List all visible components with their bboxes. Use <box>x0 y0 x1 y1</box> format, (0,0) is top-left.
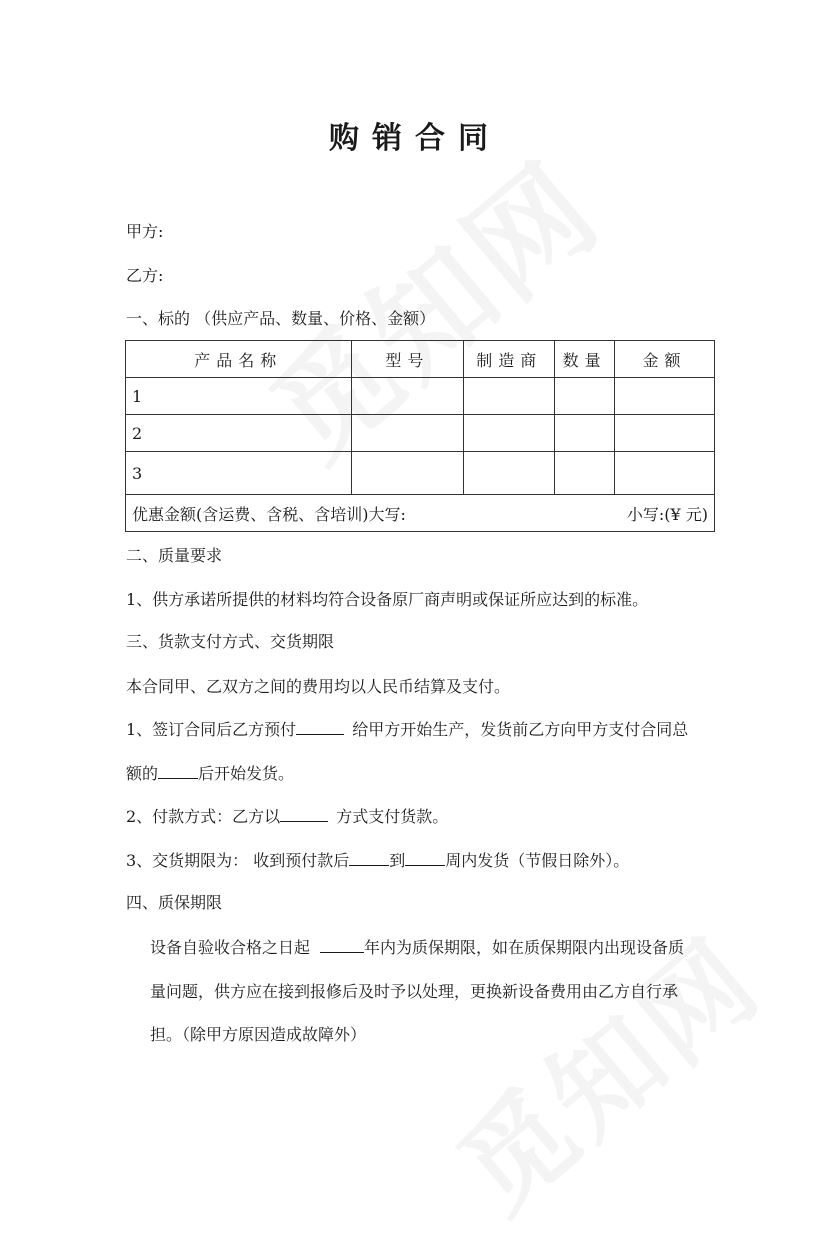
party-a-label: 甲方: <box>126 222 164 241</box>
summary-lowercase-amount: 小写:(¥ 元) <box>626 504 708 524</box>
payment-item-2-text-a: 2、付款方式：乙方以 <box>126 807 281 826</box>
table-cell[interactable] <box>351 415 464 452</box>
warranty-years-blank[interactable] <box>320 938 364 953</box>
balance-blank[interactable] <box>158 764 198 779</box>
goods-table <box>125 340 715 532</box>
table-cell[interactable]: 1 <box>126 378 352 415</box>
table-row <box>126 378 715 415</box>
page-title: 购销合同 <box>329 121 501 156</box>
warranty-line-2: 量问题，供方应在接到报修后及时予以处理，更换新设备费用由乙方自行承 <box>150 982 679 1001</box>
payment-item-1-text-b: 给甲方开始生产，发货前乙方向甲方支付合同总 <box>352 720 689 739</box>
section2-heading: 二、质量要求 <box>126 546 223 565</box>
payment-item-3-text-b: 到 <box>389 851 406 870</box>
table-cell[interactable] <box>615 452 715 495</box>
table-cell[interactable] <box>555 415 615 452</box>
warranty-text-b: 年内为质保期限，如在质保期限内出现设备质 <box>364 938 685 957</box>
table-cell[interactable] <box>615 378 715 415</box>
party-b-label: 乙方: <box>126 266 164 285</box>
payment-item-2 <box>126 807 448 827</box>
summary-cell <box>126 495 715 532</box>
warranty-line-3: 担。（除甲方原因造成故障外） <box>150 1025 367 1044</box>
table-row <box>126 452 715 495</box>
payment-item-3 <box>126 851 629 871</box>
section1-heading: 一、标的 （供应产品、数量、价格、金额） <box>126 309 436 328</box>
payment-item-1-text-a: 1、签订合同后乙方预付 <box>126 720 297 739</box>
payment-item-3-text-a: 3、交货期限为： 收到预付款后 <box>126 851 350 870</box>
table-cell[interactable] <box>555 378 615 415</box>
payment-item-1 <box>126 720 688 740</box>
payment-item-1-text-c: 额的 <box>126 764 159 783</box>
payment-method-blank[interactable] <box>280 807 328 822</box>
table-cell[interactable] <box>351 452 464 495</box>
header-quantity: 数量 <box>555 341 615 378</box>
payment-intro: 本合同甲、乙双方之间的费用均以人民币结算及支付。 <box>126 677 511 696</box>
section4-heading: 四、质保期限 <box>126 893 223 912</box>
prepayment-blank[interactable] <box>296 720 344 735</box>
table-cell[interactable] <box>464 452 555 495</box>
table-cell[interactable] <box>351 378 464 415</box>
table-header-row <box>126 341 715 378</box>
payment-item-2-text-b: 方式支付货款。 <box>336 807 449 826</box>
delivery-to-blank[interactable] <box>405 851 445 866</box>
table-cell[interactable] <box>464 415 555 452</box>
summary-uppercase-amount: 优惠金额(含运费、含税、含培训)大写: <box>132 504 406 524</box>
section3-heading: 三、货款支付方式、交货期限 <box>126 632 335 651</box>
payment-item-1-cont <box>126 764 294 784</box>
header-product-name: 产品名称 <box>126 341 352 378</box>
table-cell[interactable] <box>464 378 555 415</box>
table-summary-row <box>126 495 715 532</box>
table-cell[interactable] <box>555 452 615 495</box>
table-cell[interactable]: 2 <box>126 415 352 452</box>
warranty-line-1 <box>150 938 684 958</box>
payment-item-1-text-d: 后开始发货。 <box>198 764 295 783</box>
header-amount: 金额 <box>615 341 715 378</box>
delivery-from-blank[interactable] <box>349 851 389 866</box>
header-model: 型号 <box>351 341 464 378</box>
table-cell[interactable]: 3 <box>126 452 352 495</box>
quality-item-1: 1、供方承诺所提供的材料均符合设备原厂商声明或保证所应达到的标准。 <box>126 590 649 609</box>
payment-item-3-text-c: 周内发货（节假日除外）。 <box>445 851 630 870</box>
table-row <box>126 415 715 452</box>
header-manufacturer: 制造商 <box>464 341 555 378</box>
warranty-text-a: 设备自验收合格之日起 <box>150 938 311 957</box>
table-cell[interactable] <box>615 415 715 452</box>
